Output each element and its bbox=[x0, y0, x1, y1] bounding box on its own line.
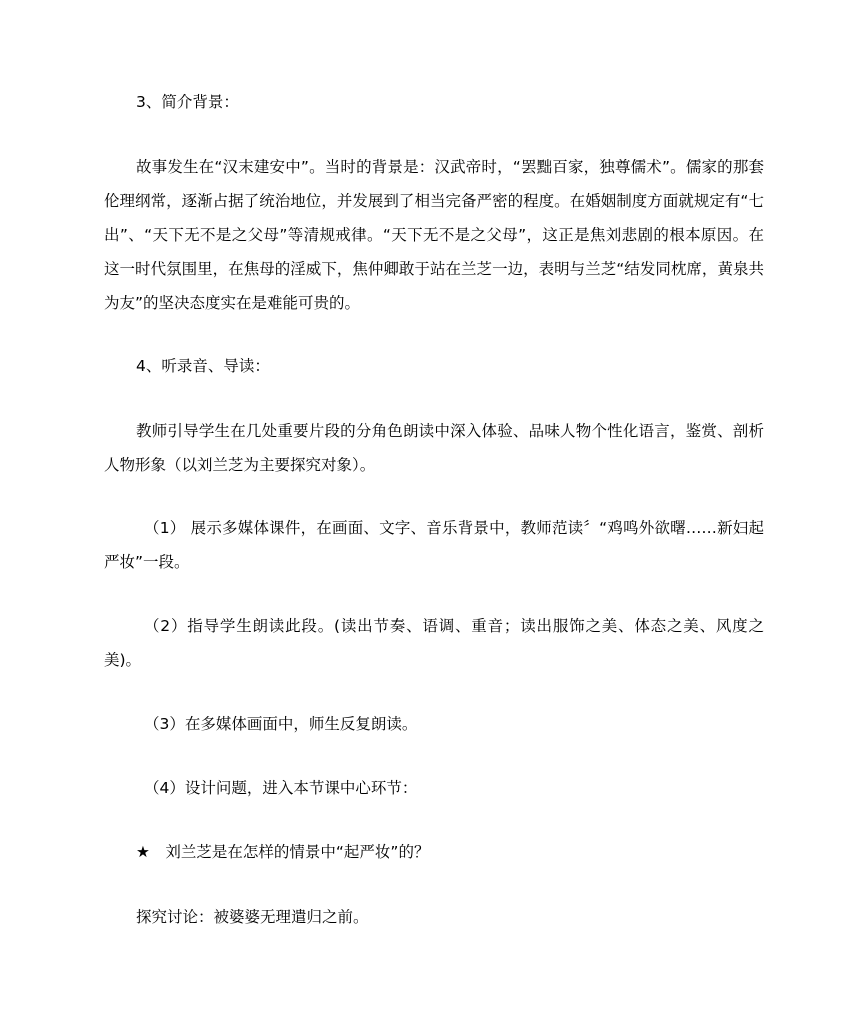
list-item-2: （2）指导学生朗读此段。(读出节奏、语调、重音；读出服饰之美、体态之美、风度之美)。 bbox=[104, 617, 764, 669]
list-item-3: （3）在多媒体画面中，师生反复朗读。 bbox=[144, 715, 418, 733]
discussion-answer: 探究讨论：被婆婆无理遣归之前。 bbox=[136, 908, 369, 926]
section-4-body: 教师引导学生在几处重要片段的分角色朗读中深入体验、品味人物个性化语言，鉴赏、剖析人物形象（以刘兰芝为主要探究对象）。 bbox=[104, 422, 764, 474]
list-item-4: （4）设计问题，进入本节课中心环节： bbox=[144, 779, 418, 797]
section-3-body: 故事发生在“汉末建安中”。当时的背景是：汉武帝时，“罢黜百家，独尊儒术”。儒家的那套伦理纲常，逐渐占据了统治地位，并发展到了相当完备严密的程度。在婚姻制度方面就规定有“七出”、“天下无不是之父母”等清规戒律。“天下无不是之父母”，这正是焦刘悲剧的根本原因。在这一时代氛围里，在焦母的淫威下，焦仲卿敢于站在兰芝一边，表明与兰芝“结发同枕席，黄泉共为友”的坚决态度实在是难能可贵的。 bbox=[104, 158, 764, 312]
question-star: ★ 刘兰芝是在怎样的情景中“起严妆”的？ bbox=[136, 843, 430, 861]
list-item-1: （1） 展示多媒体课件，在画面、文字、音乐背景中，教师范读〞“鸡鸣外欲曙……新妇起严妆”一段。 bbox=[104, 519, 764, 571]
section-3-heading: 3、简介背景： bbox=[136, 93, 239, 111]
section-4-heading: 4、听录音、导读： bbox=[136, 357, 270, 375]
